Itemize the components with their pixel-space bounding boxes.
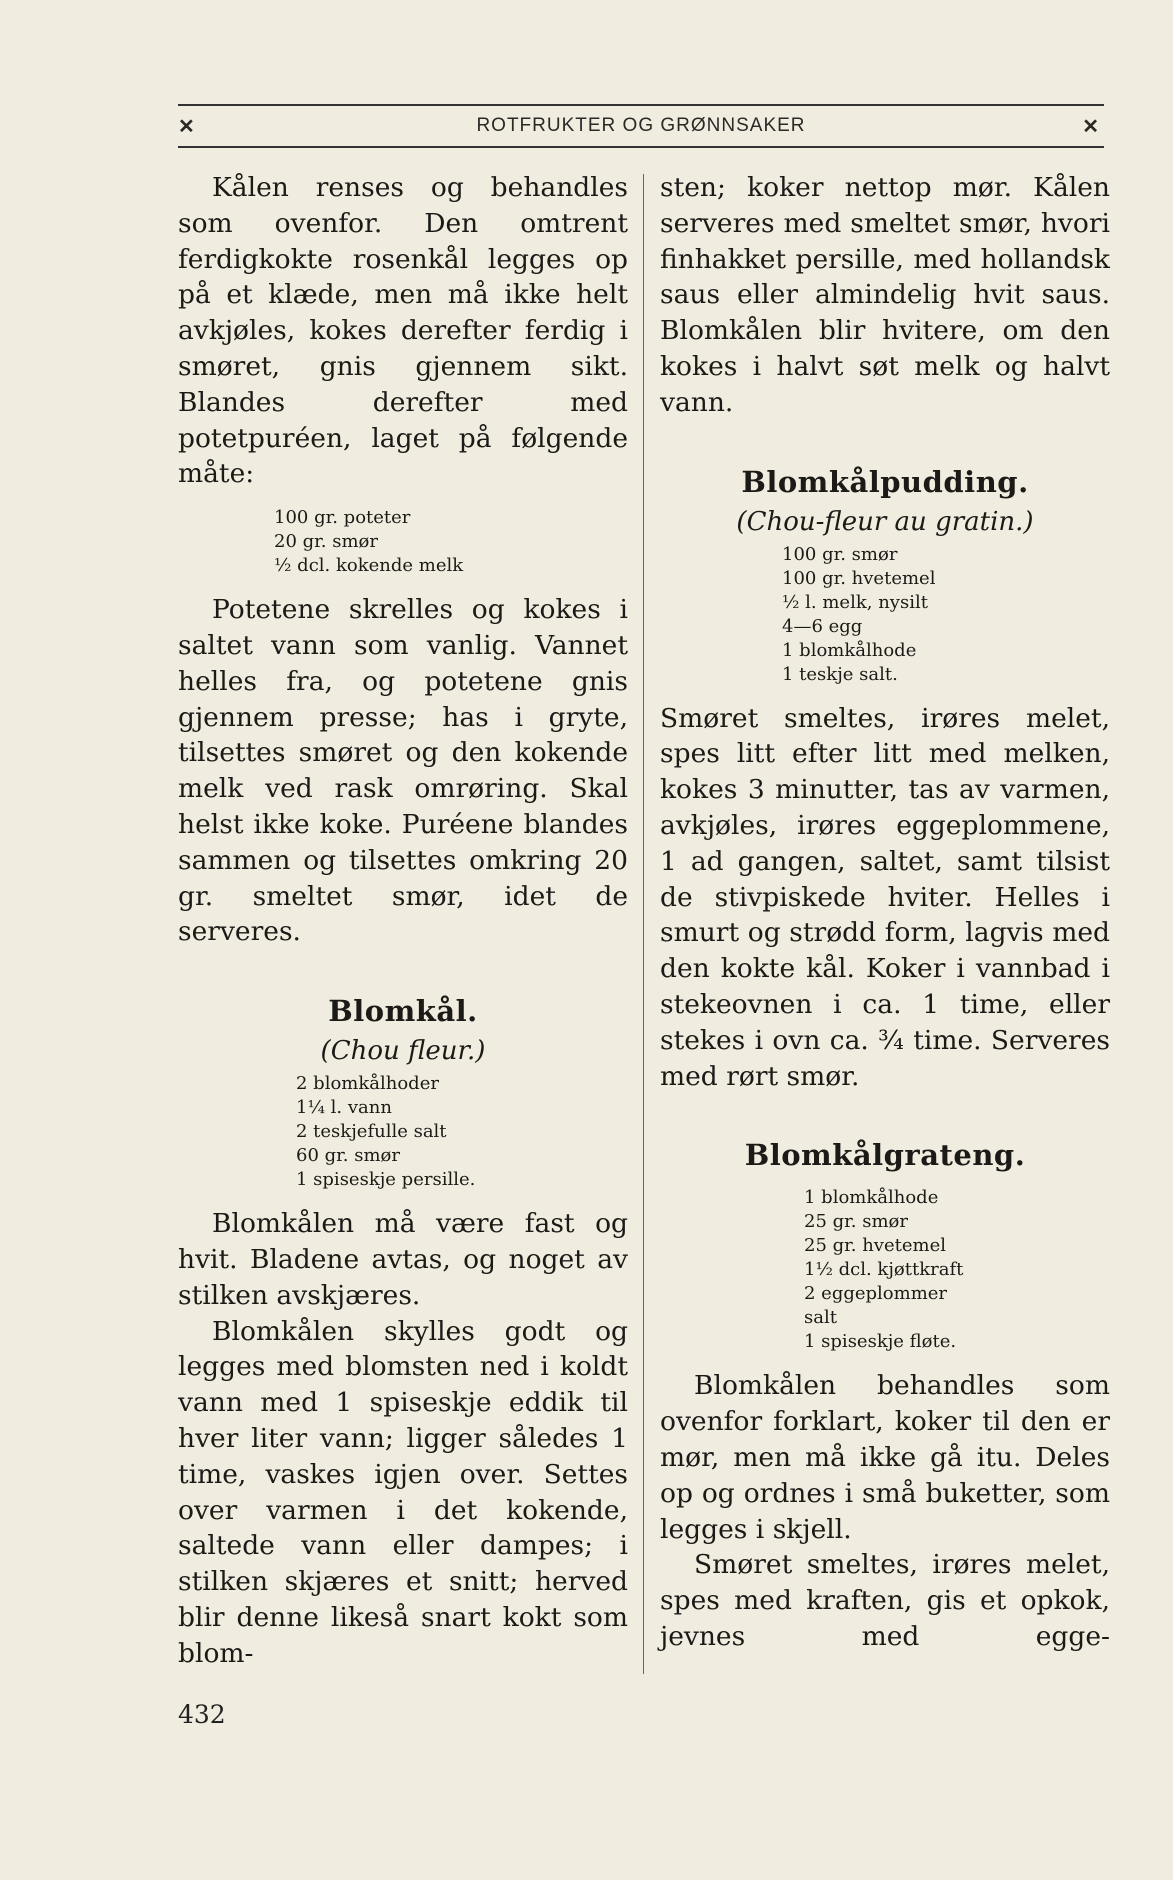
ingredient-item: 1 teskje salt. bbox=[782, 663, 898, 685]
blomkal-paragraph-2: Blomkålen skylles godt og legges med blomsten ned i koldt vann med 1 spiseskje eddik til hver liter vann; ligger således 1 time, vaskes igjen over. Settes over varmen i det kokende, saltede vann eller dampes; i stilken skjæres et snitt; herved blir denne likeså snart kokt som blom- bbox=[178, 1315, 628, 1669]
ingredient-item: 100 gr. smør bbox=[782, 543, 898, 565]
running-head-title: ROTFRUKTER OG GRØNNSAKER bbox=[476, 115, 806, 136]
ingredient-item: 100 gr. poteter bbox=[274, 507, 411, 529]
ingredient-item: 1 blomkålhode bbox=[782, 639, 917, 661]
pudding-ingredient-list bbox=[782, 543, 1110, 687]
pudding-method-paragraph: Smøret smeltes, irøres melet, spes litt efter litt med melken, kokes 3 minutter, tas av varmen, avkjøles, irøres eggeplommene, 1 ad gangen, saltet, samt tilsist de stivpiskede hviter. Helles i smurt og strødd form, lagvis med den kokte kål. Koker i vannbad i stekeovnen i ca. 1 time, eller stekes i ovn ca. ¾ time. Serveres med rørt smør. bbox=[660, 702, 1110, 1092]
column-divider bbox=[643, 174, 644, 1674]
recipe-title-grateng: Blomkålgrateng. bbox=[744, 1138, 1026, 1173]
recipe-title-blomkal: Blomkål. bbox=[328, 994, 478, 1029]
page-number: 432 bbox=[178, 1700, 226, 1729]
ingredient-item: 1 spiseskje persille. bbox=[296, 1169, 476, 1191]
ingredient-item: 2 teskjefulle salt bbox=[296, 1121, 447, 1143]
running-head bbox=[178, 104, 1104, 148]
grateng-ingredient-list bbox=[804, 1186, 1110, 1354]
ingredient-item: 2 eggeplommer bbox=[804, 1283, 948, 1305]
intro-paragraph: Kålen renses og behandles som ovenfor. Den omtrent ferdigkokte rosenkål legges op på et klæde, men må ikke helt avkjøles, kokes derefter ferdig i smøret, gnis gjennem sikt. Blandes derefter med potetpuréen, laget på følgende måte: bbox=[178, 172, 628, 490]
ingredient-item: 100 gr. hvetemel bbox=[782, 567, 936, 589]
pure-method-paragraph: Potetene skrelles og kokes i saltet vann som vanlig. Vannet helles fra, og potetene gnis gjennem presse; has i gryte, tilsettes smøret og den kokende melk ved rask omrøring. Skal helst ikke koke. Puréene blandes sammen og tilsettes omkring 20 gr. smeltet smør, idet de serveres. bbox=[178, 594, 628, 948]
ornament-left-icon: ✕ bbox=[178, 116, 196, 138]
pure-ingredient-list bbox=[274, 506, 628, 578]
recipe-subtitle-blomkal: (Chou fleur.) bbox=[320, 1036, 486, 1067]
ingredient-item: ½ l. melk, nysilt bbox=[782, 591, 928, 613]
right-column bbox=[660, 170, 1110, 1655]
ingredient-item: 2 blomkålhoder bbox=[296, 1073, 439, 1095]
recipe-subtitle-pudding: (Chou-fleur au gratin.) bbox=[736, 506, 1034, 537]
ingredient-item: 60 gr. smør bbox=[296, 1145, 400, 1167]
continuation-paragraph: sten; koker nettop mør. Kålen serveres med smeltet smør, hvori finhakket persille, med hollandsk saus eller almindelig hvit saus. Blomkålen blir hvitere, om den kokes i halvt søt melk og halvt vann. bbox=[660, 172, 1110, 418]
blomkal-ingredient-list bbox=[296, 1072, 628, 1192]
ingredient-item: 25 gr. hvetemel bbox=[804, 1235, 946, 1257]
recipe-title-pudding: Blomkålpudding. bbox=[741, 464, 1029, 499]
grateng-paragraph-1: Blomkålen behandles som ovenfor forklart, koker til den er mør, men må ikke gå itu. Deles op og ordnes i små buketter, som legges i skjell. bbox=[660, 1370, 1110, 1545]
ingredient-item: 1½ dcl. kjøttkraft bbox=[804, 1259, 964, 1281]
ingredient-item: 1 blomkålhode bbox=[804, 1187, 939, 1209]
ingredient-item: 25 gr. smør bbox=[804, 1211, 908, 1233]
ornament-right-icon: ✕ bbox=[1082, 116, 1100, 138]
ingredient-item: 4—6 egg bbox=[782, 615, 863, 637]
blomkal-paragraph-1: Blomkålen må være fast og hvit. Bladene avtas, og noget av stilken avskjæres. bbox=[178, 1208, 628, 1311]
ingredient-item: ½ dcl. kokende melk bbox=[274, 555, 464, 577]
left-column bbox=[178, 170, 628, 1672]
ingredient-item: 1¼ l. vann bbox=[296, 1097, 392, 1119]
grateng-paragraph-2: Smøret smeltes, irøres melet, spes med kraften, gis et opkok, jevnes med egge- bbox=[660, 1549, 1110, 1652]
ingredient-item: salt bbox=[804, 1307, 837, 1329]
ingredient-item: 1 spiseskje fløte. bbox=[804, 1331, 957, 1353]
ingredient-item: 20 gr. smør bbox=[274, 531, 378, 553]
